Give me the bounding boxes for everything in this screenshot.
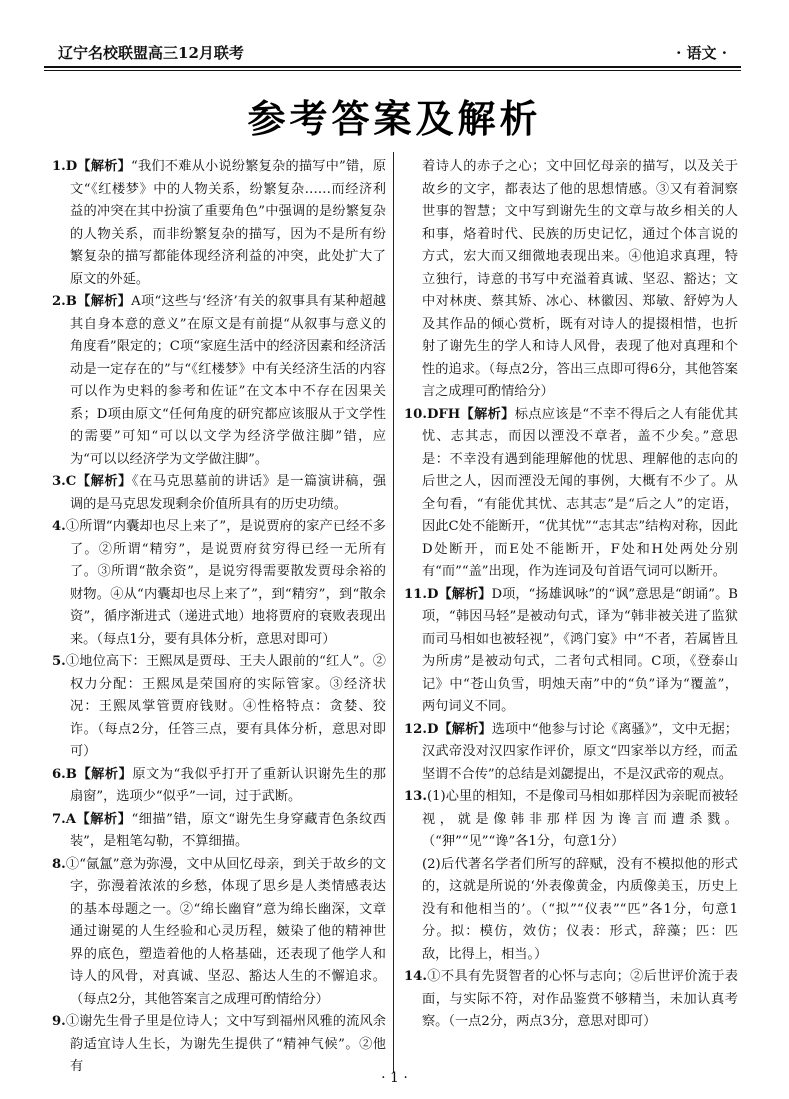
answer-number: 13. [404, 789, 427, 804]
answer-text: 选项中“他参与讨论《离骚》”，文中无据；汉武帝没对汉四家作评价，原文“四家举以方经，而孟坚谓不合传”的总结是刘勰提出，不是汉武帝的观点。 [422, 721, 738, 782]
answer-item [404, 966, 738, 1034]
answer-number: 1.D [52, 159, 78, 174]
answer-item [52, 809, 386, 854]
answer-number: 3.C [52, 474, 77, 489]
right-column [404, 156, 738, 1034]
header-rule-thin [44, 70, 741, 71]
answer-number: 8. [52, 856, 66, 872]
answer-text: ①不具有先贤智者的心怀与志向；②后世评价流于表面，与实际不符，对作品鉴赏不够精当，未加认真考察。（一点2分，两点3分，意思对即可） [422, 969, 738, 1029]
answer-text: D项，“扬雄讽咏”的“讽”意思是“朗诵”。B项，“韩因马轻”是被动句式，译为“韩非被关进了监狱而司马相如也被轻视”，《鸿门宴》中“不者，若属皆且为所虏”是被动句式，二者句式相同。C项，《登泰山记》中“苍山负雪，明烛天南”中的“负”译为“覆盖”，两句词义不同。 [422, 586, 739, 714]
answer-item [404, 156, 738, 404]
page-number: · 1 · [381, 1070, 408, 1086]
answer-item [52, 764, 386, 809]
answer-text: “细描”错，原文“谢先生身穿藏青色条纹西装”，是粗笔勾勒，不算细描。 [70, 811, 387, 849]
analysis-tag: 【解析】 [77, 159, 132, 174]
header-rule [44, 66, 741, 68]
answer-text: 原文为“我似乎打开了重新认识谢先生的那扇窗”，选项少“似乎”一词，过于武断。 [70, 766, 386, 804]
exam-name: 辽宁名校联盟高三12月联考 [58, 44, 244, 62]
page-header [44, 36, 741, 66]
answer-number: 6.B [52, 766, 77, 782]
page-title: 参考答案及解析 [247, 97, 542, 141]
answer-number: 9. [52, 1014, 66, 1029]
answer-text: ①谢先生骨子里是位诗人；文中写到福州风雅的流风余韵适宜诗人生长，为谢先生提供了“精神气候”。②他有 [65, 1014, 386, 1074]
answer-text: (2)后代著名学者们所写的辞赋，没有不模拟他的形式的，这就是所说的‘外表像黄金，内质像美玉，历史上没有和他相当的’。（“拟”“仪表”“匹”各1分，句意1分。拟：模仿，效仿；仪表：形式，辞藻；匹：匹敌，比得上，相当。） [422, 856, 738, 962]
answer-text: 《在马克思墓前的讲话》是一篇演讲稿，强调的是马克思发现剩余价值所具有的历史功绩。 [70, 474, 387, 512]
answer-text: ①所谓“内囊却也尽上来了”，是说贾府的家产已经不多了。②所谓“精穷”，是说贾府贫穷得已经一无所有了。③所谓“散余资”，是说穷得需要散发贾母余裕的财物。④从“内囊却也尽上来了”，到“精穷”，到“散余资”，循序渐进式（递进式地）地将贾府的衰败表现出来。（每点1分，要有具体分析，意思对即可） [65, 519, 386, 647]
analysis-tag: 【解析】 [76, 766, 133, 782]
answer-number: 14. [404, 969, 427, 984]
answer-item [404, 786, 738, 854]
answer-item [52, 651, 386, 764]
answer-number: 10.DFH [404, 406, 461, 422]
answer-item [52, 291, 386, 471]
answer-text: A项“这些与‘经济’有关的叙事具有某种超越其自身本意的意义”在原文是有前提“从叙事与意义的角度看”限定的；C项“家庭生活中的经济因素和经济活动是一定存在的”与“《红楼梦》中有关经济生活的内容可以作为史料的参考和佐证”在文本中不存在因果关系；D项由原文“任何角度的研究都应该服从于文学性的需要”可知“可以以文学为经济学做注脚”错，应为“可以以经济学为文学做注脚”。 [70, 294, 386, 467]
answer-item [404, 719, 738, 787]
answer-item [404, 404, 738, 584]
answer-number: 5. [52, 654, 66, 669]
answer-item [404, 854, 738, 967]
analysis-tag: 【解析】 [76, 294, 132, 309]
answer-number: 7.A [52, 811, 76, 827]
column-divider [393, 152, 394, 1072]
answer-text: ①地位高下：王熙凤是贾母、王夫人跟前的“红人”。②权力分配：王熙凤是荣国府的实际管家。③经济状况：王熙凤掌管贾府钱财。④性格特点：贪婪、狡诈。（每点2分，任答三点，要有具体分析，意思对即可） [65, 654, 386, 759]
analysis-tag: 【解析】 [76, 811, 132, 827]
answer-number: 12.D [404, 721, 439, 737]
subject-label: · 语文 · [676, 44, 727, 62]
left-column [52, 156, 386, 1079]
answer-item [52, 854, 386, 1012]
answer-item [52, 471, 386, 516]
analysis-tag: 【解析】 [438, 586, 492, 602]
answer-number: 11.D [404, 586, 439, 602]
answer-text: 着诗人的赤子之心；文中回忆母亲的描写，以及关于故乡的文字，都表达了他的思想情感。③又有着洞察世事的智慧；文中写到谢先生的文章与故乡相关的人和事，烙着时代、民族的历史记忆，通过个体言说的方式，宏大而又细微地表现出来。④他追求真理，特立独行，诗意的书写中充溢着真诚、坚忍、豁达；文中对林庚、蔡其矫、冰心、林徽因、郑敏、舒婷为人及其作品的倾心赏析，既有对诗人的提掇相惜，也折射了谢先生的学人和诗人风骨，表现了他对真理和个性的追求。（每点2分，答出三点即可得6分，其他答案言之成理可酌情给分） [422, 159, 738, 399]
answer-text: (1)心里的相知，不是像司马相如那样因为亲昵而被轻视，就是像韩非那样因为谗言而遭杀戮。（“狎”“见”“谗”各1分，句意1分） [422, 789, 738, 849]
answer-item [52, 516, 386, 651]
answer-item [52, 1011, 386, 1079]
analysis-tag: 【解析】 [438, 721, 492, 737]
analysis-tag: 【解析】 [460, 406, 515, 422]
analysis-tag: 【解析】 [76, 474, 132, 489]
answer-item [52, 156, 386, 291]
answer-text: “我们不难从小说纷繁复杂的描写中”错，原文“《红楼梦》中的人物关系，纷繁复杂……而经济利益的冲突在其中扮演了重要角色”中强调的是纷繁复杂的人物关系，而非纷繁复杂的描写，因为不是所有纷繁复杂的描写都能体现经济利益的冲突，此处扩大了原文的外延。 [70, 159, 387, 287]
answer-number: 2.B [52, 294, 77, 309]
answer-text: 标点应该是“不幸不得后之人有能优其忧、志其志，而因以湮没不章者，盖不少矣。”意思是：不幸没有遇到能理解他的忧思、理解他的志向的后世之人，因而湮没无闻的事例，大概有不少了。从全句看，“有能优其忧、志其志”是“后之人”的定语，因此C处不能断开，“优其忧”“志其志”结构对称，因此D处断开，而E处不能断开，F处和H处两处分别有“而”“盖”出现，作为连词及句首语气词可以断开。 [422, 406, 739, 579]
answer-text: ①“氤氲”意为弥漫，文中从回忆母亲，到关于故乡的文字，弥漫着浓浓的乡愁，体现了思乡是人类情感表达的基本母题之一。②“绵长幽窅”意为绵长幽深，文章通过谢冕的人生经验和心灵历程，皴染了他的精神世界的底色，塑造着他的人格基础，还表现了他学人和诗人的风骨，对真诚、坚忍、豁达人生的不懈追求。（每点2分，其他答案言之成理可酌情给分） [65, 856, 386, 1007]
answer-item [404, 584, 738, 719]
answer-number: 4. [52, 519, 66, 534]
